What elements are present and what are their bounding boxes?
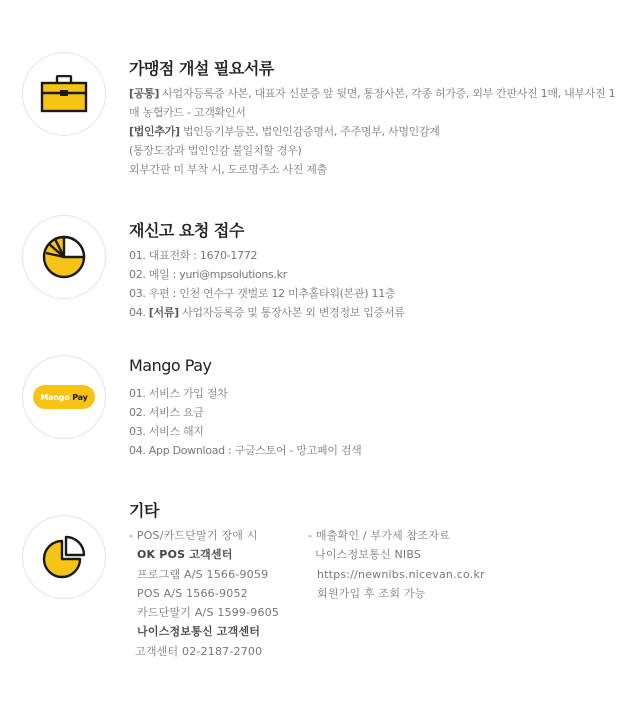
sales-reference: [308, 526, 485, 603]
list-item: 01. 대표전화 : 1670-1772: [129, 249, 258, 262]
list-item[interactable]: 02. 서비스 요금: [129, 406, 204, 419]
documents-icon-circle: [22, 52, 106, 136]
list-item: - 매출확인 / 부가세 참조자료: [308, 529, 450, 542]
list-item[interactable]: 01. 서비스 가입 절차: [129, 387, 228, 400]
section-title: Mango Pay: [129, 356, 212, 375]
list-item: 나이스정보통신 NIBS: [315, 548, 422, 562]
support-contacts: [129, 526, 279, 661]
list-item: 02. 메일 : yuri@mpsolutions.kr: [129, 268, 287, 281]
list-item: 03. 우편 : 인천 연수구 갯벌로 12 미추홀타워(본관) 11층: [129, 287, 396, 300]
report-icon-circle: [22, 215, 106, 299]
list-item: [법인추가] 법인등기부등본, 법인인감증명서, 주주명부, 사명인감계: [129, 125, 440, 138]
section-title: 기타: [129, 501, 159, 520]
section-title: 가맹점 개설 필요서류: [129, 59, 274, 78]
list-item: 회원가입 후 조회 가능: [317, 586, 426, 600]
pie-chart-icon: [41, 234, 87, 280]
list-item: 나이스정보통신 고객센터: [137, 625, 261, 639]
mango-pay-icon-circle: [22, 355, 106, 439]
mango-pay-list: [129, 384, 624, 460]
list-item: 고객센터 02-2187-2700: [135, 644, 263, 658]
list-item: 04. [서류] 사업자등록증 및 통장사본 외 변경정보 입증서류: [129, 306, 405, 319]
nibs-link[interactable]: https://newnibs.nicevan.co.kr: [317, 567, 485, 581]
report-list: [129, 246, 624, 322]
section-title: 재신고 요청 접수: [129, 221, 244, 240]
list-item: 카드단말기 A/S 1599-9605: [137, 606, 280, 620]
list-item: - POS/카드단말기 장애 시: [129, 529, 258, 542]
mango-pay-logo: Mango Pay: [33, 385, 95, 409]
list-item: 04. App Download : 구글스토어 - 망고페이 검색: [129, 444, 362, 457]
documents-list: [129, 84, 624, 179]
briefcase-icon: [40, 75, 88, 113]
list-item: 프로그램 A/S 1566-9059: [137, 567, 269, 581]
list-item: (통장도장과 법인인감 불일치할 경우): [129, 144, 302, 157]
etc-icon-circle: [22, 515, 106, 599]
list-item[interactable]: 03. 서비스 해지: [129, 425, 204, 438]
pie-slice-icon: [41, 534, 87, 580]
list-item: POS A/S 1566-9052: [137, 586, 248, 600]
list-item: OK POS 고객센터: [137, 548, 233, 562]
list-item: [공통] 사업자등록증 사본, 대표자 신분증 앞 뒷면, 통장사본, 각종 허가증, 외부 간판사진 1매, 내부사진 1매 농협카드 - 고객확인서: [129, 87, 616, 119]
list-item: 외부간판 미 부착 시, 도로명주소 사진 제출: [129, 163, 327, 176]
